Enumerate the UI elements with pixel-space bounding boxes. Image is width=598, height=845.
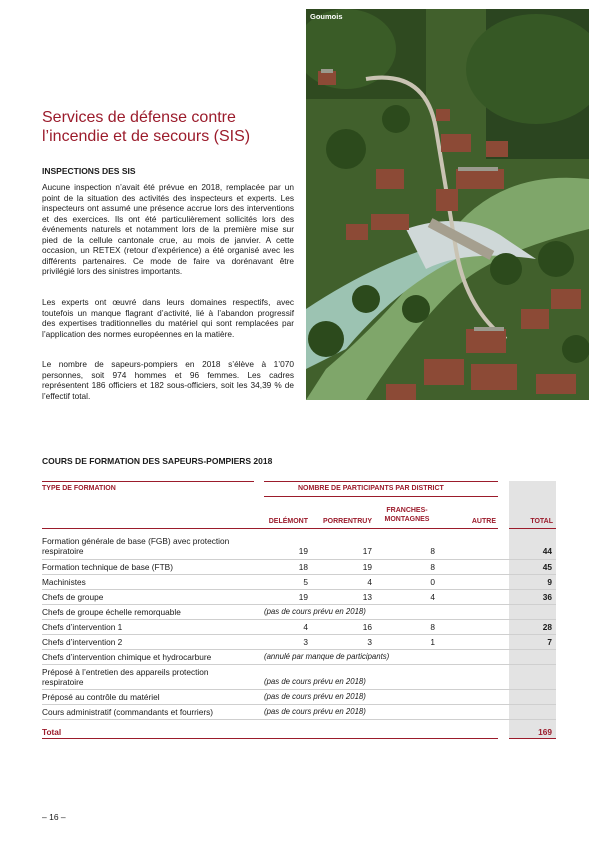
cell-porrentruy: 3 xyxy=(367,637,372,647)
aerial-photo-goumois xyxy=(306,9,589,400)
page-title: Services de défense contre l’incendie et de secours (SIS) xyxy=(42,109,251,145)
group-header: NOMBRE DE PARTICIPANTS PAR DISTRICT xyxy=(298,485,444,492)
total-rule xyxy=(42,738,498,739)
cell-franches-montagnes: 0 xyxy=(430,577,435,587)
row-label: Formation technique de base (FTB) xyxy=(42,562,173,572)
row-label: Préposé au contrôle du matériel xyxy=(42,692,160,702)
row-note: (pas de cours prévu en 2018) xyxy=(264,677,366,686)
photo-caption: Goumois xyxy=(310,12,343,21)
total-label: Total xyxy=(42,727,62,737)
cell-delemont: 18 xyxy=(298,562,308,572)
col-header-autre: AUTRE xyxy=(471,518,496,525)
row-label: Formation générale de base (FGB) avec protection respiratoire xyxy=(42,536,230,556)
cell-delemont: 3 xyxy=(303,637,308,647)
row-divider xyxy=(42,574,556,575)
col-header-total: TOTAL xyxy=(530,518,553,525)
cell-franches-montagnes: 4 xyxy=(430,592,435,602)
section-heading: INSPECTIONS DES SIS xyxy=(42,166,136,176)
cell-franches-montagnes: 8 xyxy=(430,622,435,632)
table-row xyxy=(42,536,556,558)
cell-porrentruy: 17 xyxy=(362,546,372,556)
row-label: Préposé à l’entretien des appareils protection respiratoire xyxy=(42,667,209,687)
row-divider xyxy=(42,559,556,560)
cell-total: 9 xyxy=(547,577,552,587)
cell-total: 36 xyxy=(542,592,552,602)
row-label: Cours administratif (commandants et fourriers) xyxy=(42,707,214,717)
cell-total: 7 xyxy=(547,637,552,647)
col-header-porrentruy: PORRENTRUY xyxy=(322,518,372,525)
cell-total: 44 xyxy=(542,546,552,556)
cell-porrentruy: 4 xyxy=(367,577,372,587)
total-header-rule xyxy=(509,528,556,529)
cell-delemont: 19 xyxy=(298,546,308,556)
total-value: 169 xyxy=(538,727,552,737)
row-note: (pas de cours prévu en 2018) xyxy=(264,707,366,716)
cell-total: 28 xyxy=(542,622,552,632)
column-header-rule xyxy=(42,528,498,529)
cell-porrentruy: 19 xyxy=(362,562,372,572)
cell-franches-montagnes: 1 xyxy=(430,637,435,647)
table-row xyxy=(42,667,556,689)
row-divider xyxy=(42,719,556,720)
row-divider xyxy=(42,704,556,705)
cell-franches-montagnes: 8 xyxy=(430,562,435,572)
row-note: (pas de cours prévu en 2018) xyxy=(264,607,366,616)
row-label: Chefs de groupe échelle remorquable xyxy=(42,607,181,617)
row-divider xyxy=(42,589,556,590)
cell-franches-montagnes: 8 xyxy=(430,546,435,556)
row-label: Machinistes xyxy=(42,577,86,587)
cell-porrentruy: 16 xyxy=(362,622,372,632)
cell-delemont: 4 xyxy=(303,622,308,632)
table-title: COURS DE FORMATION DES SAPEURS-POMPIERS 2018 xyxy=(42,456,273,466)
cell-porrentruy: 13 xyxy=(362,592,372,602)
row-divider xyxy=(42,649,556,650)
type-header: TYPE DE FORMATION xyxy=(42,485,116,492)
row-note: (annulé par manque de participants) xyxy=(264,652,390,661)
row-label: Chefs d’intervention 2 xyxy=(42,637,123,647)
header-rule-left xyxy=(42,481,254,482)
body-paragraph-1: Aucune inspection n’avait été prévue en 2018, remplacée par un point de la situation des activités des inspecteurs et experts. Les inspecteurs ont assumé une présence accrue lors des interventions et des exercices. Ils ont été particulièrement sollicités lors des événements naturels et notamment lors de la première mise sur pied de la cellule cantonale crue, au mois de janvier. A cette occasion, un RETEX (retour d’expérience) a été organisé avec les différents partenaires. Ce mode de faire va dorénavant être privilégié lors des sinistres importants. xyxy=(42,182,294,276)
row-label: Chefs d’intervention chimique et hydrocarbure xyxy=(42,652,212,662)
row-label: Chefs de groupe xyxy=(42,592,104,602)
body-paragraph-2: Les experts ont œuvré dans leurs domaines respectifs, avec toutefois un manque flagrant d’activité, lié à l’abandon progressif des expertises traditionnelles du matériel qui sont remplacées par l’application des normes européennes en la matière. xyxy=(42,297,294,339)
row-divider xyxy=(42,689,556,690)
row-divider xyxy=(42,634,556,635)
col-header-franches-montagnes: FRANCHES-MONTAGNES xyxy=(384,507,430,523)
col-header-delemont: DELÉMONT xyxy=(268,518,308,525)
row-label: Chefs d’intervention 1 xyxy=(42,622,123,632)
cell-total: 45 xyxy=(542,562,552,572)
cell-delemont: 5 xyxy=(303,577,308,587)
row-divider xyxy=(42,664,556,665)
body-paragraph-3: Le nombre de sapeurs-pompiers en 2018 s’élève à 1’070 personnes, soit 974 hommes et 96 femmes. Les cadres représentent 186 officiers et 182 sous-officiers, soit les 34,39 % de l’effectif total. xyxy=(42,359,294,401)
aerial-village-photo xyxy=(306,9,589,400)
row-note: (pas de cours prévu en 2018) xyxy=(264,692,366,701)
cell-delemont: 19 xyxy=(298,592,308,602)
page-number: – 16 – xyxy=(42,812,66,822)
row-divider xyxy=(42,619,556,620)
row-divider xyxy=(42,604,556,605)
total-rule-right xyxy=(509,738,556,739)
group-header-rule xyxy=(264,496,498,497)
header-rule-right xyxy=(264,481,498,482)
